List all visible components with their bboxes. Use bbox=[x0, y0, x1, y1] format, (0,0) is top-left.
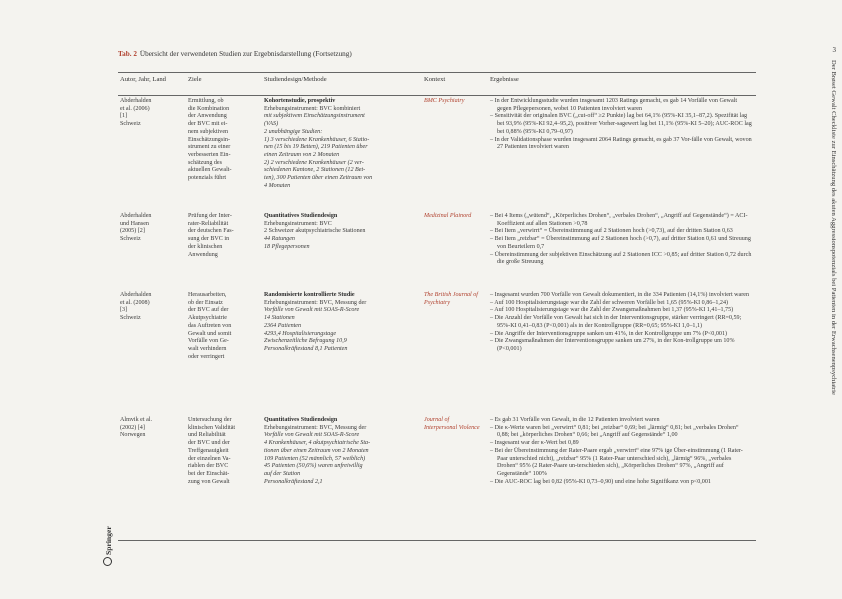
result-item bbox=[490, 113, 752, 136]
result-text: Bei 4 Items („wütend“, „Körperliches Drohen“, „verbales Drohen“, „Angriff auf Gegenstände“) = ACI-Koeffizient auf allen Stationen >0,78 bbox=[494, 213, 748, 227]
design-line: Erhebungsinstrument: BVC bbox=[264, 220, 332, 227]
cell-author bbox=[120, 213, 180, 244]
bullet-dash: – bbox=[490, 113, 495, 120]
aim-line: der BVC und der bbox=[188, 440, 230, 447]
design-line: einen Zeitraum von 2 Monaten bbox=[264, 151, 340, 158]
result-item bbox=[490, 213, 752, 228]
publisher-name: Springer bbox=[104, 526, 113, 555]
running-title bbox=[827, 60, 837, 540]
design-line: Vorfälle von Gewalt mit SOAS-R-Score bbox=[264, 307, 360, 314]
cell-results bbox=[490, 417, 752, 486]
design-line: 4293,4 Hospitalisierungstage bbox=[264, 330, 337, 337]
aim-line: klinischen Validität bbox=[188, 424, 236, 431]
result-text: Insgesamt war der κ-Wert bei 0,89 bbox=[494, 440, 579, 447]
author-line: et al. (2006) bbox=[120, 105, 150, 112]
bullet-dash: – bbox=[490, 307, 495, 314]
cell-results bbox=[490, 98, 752, 152]
bullet-dash: – bbox=[490, 236, 495, 243]
header-context: Kontext bbox=[424, 76, 446, 83]
aim-line: der einzelnen Va- bbox=[188, 455, 231, 462]
cell-results bbox=[490, 292, 752, 354]
aim-line: der Anwendung bbox=[188, 113, 227, 120]
table-header-rule bbox=[118, 95, 756, 96]
aim-line: Einschätzungsin- bbox=[188, 136, 230, 143]
aim-line: potenzials führt bbox=[188, 175, 227, 182]
result-item bbox=[490, 98, 752, 113]
result-text: Die AUC-ROC lag bei 0,82 (95%-KI 0,73–0,90) und eine hohe Signifikanz von p<0,001 bbox=[494, 478, 711, 485]
author-line: Abderhalden bbox=[120, 213, 152, 219]
header-design: Studiendesign/Methode bbox=[264, 76, 327, 83]
aim-line: Treffgenauigkeit bbox=[188, 447, 229, 454]
cell-context: The British Journal of Psychiatry bbox=[424, 292, 478, 306]
page-number: 3 bbox=[832, 46, 836, 54]
bullet-dash: – bbox=[490, 299, 495, 306]
design-line: mit subjektivem Einschätzungsinstrument bbox=[264, 113, 365, 120]
result-item bbox=[490, 478, 752, 487]
cell-aim bbox=[188, 292, 258, 361]
cell-context: Journal of Interpersonal Violence bbox=[424, 417, 480, 431]
aim-line: Ermittlung, ob bbox=[188, 98, 224, 104]
design-line: Erhebungsinstrument: BVC kombiniert bbox=[264, 105, 361, 112]
design-heading: Kohortenstudie, prospektiv bbox=[264, 98, 336, 104]
design-line: 2) 2 verschiedene Krankenhäuser (2 ver- bbox=[264, 159, 364, 166]
result-text: In der Validationsphase wurden insgesamt 2064 Ratings gemacht, es gab 37 Vor-fälle von Gewalt, wovon 27 Patienten involviert waren bbox=[494, 136, 752, 151]
bullet-dash: – bbox=[490, 330, 495, 337]
author-line: Norwegen bbox=[120, 432, 146, 439]
springer-horse-icon bbox=[103, 557, 112, 566]
aim-line: der klinischen bbox=[188, 243, 223, 250]
bullet-dash: – bbox=[490, 417, 495, 423]
aim-line: rater-Reliabilität bbox=[188, 220, 229, 227]
design-line: Zwischenzeitliche Befragung 10,9 bbox=[264, 338, 347, 345]
aim-line: strument zu einer bbox=[188, 144, 231, 151]
result-item bbox=[490, 447, 752, 479]
cell-design bbox=[264, 292, 420, 354]
aim-line: Gewalt und somit bbox=[188, 330, 232, 337]
design-line: 1) 3 verschiedene Krankenhäuser, 6 Statio- bbox=[264, 136, 370, 143]
cell-design bbox=[264, 417, 420, 486]
result-text: Es gab 31 Vorfälle von Gewalt, in die 12 Patienten involviert waren bbox=[494, 417, 660, 423]
result-item bbox=[490, 136, 752, 152]
aim-line: bei der Einschät- bbox=[188, 470, 230, 477]
design-line: 4 Monaten bbox=[264, 182, 291, 189]
design-line: Erhebungsinstrument: BVC, Messung der bbox=[264, 424, 367, 431]
author-line: und Hansen bbox=[120, 220, 149, 227]
cell-aim bbox=[188, 417, 258, 486]
design-line: auf der Station bbox=[264, 470, 301, 477]
header-results: Ergebnisse bbox=[490, 76, 519, 83]
result-text: Auf 100 Hospitalisierungstage war die Zahl der schweren Vorfälle bei 1,65 (95%-KI 0,86–1,24) bbox=[494, 299, 729, 306]
bullet-dash: – bbox=[490, 292, 495, 298]
result-text: Bei der Übereinstimmung der Rater-Paare ergab „verwirrt“ eine 97% ige Über-einstimmung (1 Rater-Paar unterschied nicht), „reizbar“ 95% (1 Rater-Paar unterschied sich), „lärmig“ 96%, „verbales Drohen“ 95% (2 Rater-Paare un-terschieden sich), „Körperliches Drohen“ 97%, „Angriff auf Gegenstände“ 100% bbox=[494, 447, 743, 477]
cell-author bbox=[120, 292, 180, 323]
aim-line: Anwendung bbox=[188, 251, 218, 258]
design-line: 2364 Patienten bbox=[264, 322, 302, 329]
bullet-dash: – bbox=[490, 136, 495, 143]
author-line: [3] bbox=[120, 307, 128, 314]
aim-line: der deutschen Fas- bbox=[188, 228, 234, 235]
table-bottom-rule bbox=[118, 540, 756, 541]
bullet-dash: – bbox=[490, 338, 495, 345]
result-item bbox=[490, 417, 752, 425]
cell-context: Medizinal Plainord bbox=[424, 213, 472, 219]
result-text: Die κ-Werte waren bei „verwirrt“ 0,81; bei „reizbar“ 0,69; bei „lärmig“ 0,81; bei „verbales Drohen“ 0,88; bei „körperliches Drohen“ 0,66; bei „Angriff auf Gegenstände“ 1,00 bbox=[494, 424, 739, 439]
author-line: et al. (2008) bbox=[120, 299, 150, 306]
aim-line: und Reliabilität bbox=[188, 432, 226, 439]
table-caption bbox=[118, 50, 352, 58]
design-line: 45 Patienten (50,6%) waren unfreiwillig bbox=[264, 463, 363, 470]
result-text: Bei Item „verwirrt“ = Übereinstimmung auf 2 Stationen hoch (>0,73), auf der dritten Station 0,63 bbox=[494, 228, 733, 235]
cell-context: BMC Psychiatry bbox=[424, 98, 465, 104]
author-line: Schweiz bbox=[120, 121, 141, 128]
aim-line: Herausarbeiten, bbox=[188, 292, 227, 298]
table-top-rule bbox=[118, 72, 756, 73]
design-line: schiedenen Kantone, 2 Stationen (12 Bet- bbox=[264, 167, 366, 174]
design-line: 14 Stationen bbox=[264, 315, 295, 322]
author-line: Almvik et al. bbox=[120, 417, 152, 423]
bullet-dash: – bbox=[490, 315, 495, 322]
bullet-dash: – bbox=[490, 228, 495, 235]
author-line: Schweiz bbox=[120, 236, 141, 243]
design-line: 2 unabhängige Studien: bbox=[264, 128, 323, 135]
bullet-dash: – bbox=[490, 447, 495, 454]
aim-line: aktuellen Gewalt- bbox=[188, 167, 232, 174]
cell-aim bbox=[188, 98, 258, 183]
aim-line: zung von Gewalt bbox=[188, 478, 230, 485]
design-heading: Randomisierte kontrollierte Studie bbox=[264, 292, 355, 298]
design-line: Vorfälle von Gewalt mit SOAS-R-Score bbox=[264, 432, 360, 439]
result-item bbox=[490, 315, 752, 330]
cell-author bbox=[120, 417, 180, 440]
design-line: tionen über einen Zeitraum von 2 Monaten bbox=[264, 447, 369, 454]
cell-results bbox=[490, 213, 752, 267]
table-label: Tab. 2 bbox=[118, 50, 137, 58]
design-line: Personalkräftestand 2,1 bbox=[264, 478, 323, 485]
design-line: 18 Pflegepersonen bbox=[264, 243, 310, 250]
bullet-dash: – bbox=[490, 213, 495, 219]
aim-line: schätzung des bbox=[188, 159, 223, 166]
result-text: In der Entwicklungsstudie wurden insgesamt 1203 Ratings gemacht, es gab 14 Vorfälle von Gewalt gegen Pflegepersonen, wobei 10 Patienten involviert waren bbox=[494, 98, 738, 112]
result-item bbox=[490, 338, 752, 353]
author-line: Schweiz bbox=[120, 315, 141, 322]
bullet-dash: – bbox=[490, 424, 495, 431]
bullet-dash: – bbox=[490, 478, 495, 485]
aim-line: der BVC auf der bbox=[188, 307, 229, 314]
result-item bbox=[490, 440, 752, 448]
publisher-logo bbox=[103, 496, 113, 566]
result-text: Insgesamt wurden 700 Vorfälle von Gewalt dokumentiert, in die 334 Patienten (14,1%) involviert waren bbox=[494, 292, 750, 298]
result-item bbox=[490, 292, 752, 300]
author-line: (2002) [4] bbox=[120, 424, 145, 431]
aim-line: sung der BVC in bbox=[188, 236, 230, 243]
aim-line: der BVC mit ei- bbox=[188, 121, 228, 128]
aim-line: das Auftreten von bbox=[188, 322, 232, 329]
aim-line: die Kombination bbox=[188, 105, 230, 112]
result-text: Sensitivität der originalen BVC („cut-off“ ≥2 Punkte) lag bei 64,1% (95%-KI 35,1–87,2). Spezifität lag bei 93,9% (95%-KI 92,4–95,2), positiver Vorher-sagewert lag bei 11,1% (95%-KI 5–20); AUC-ROC lag bei 0,88% (95%-KI 0,79–0,97) bbox=[494, 113, 752, 135]
design-line: nen (15 bis 19 Betten), 219 Patienten über bbox=[264, 144, 368, 151]
aim-line: nem subjektiven bbox=[188, 128, 229, 135]
result-item bbox=[490, 236, 752, 251]
result-text: Die Anzahl der Vorfälle von Gewalt hat sich in der Interventionsgruppe, stärker verringert (RR=0,59; 95%-KI 0,41–0,83 (P<0,001) als in der Kontrollgruppe (RR=0,65; 95%-KI 1,0–1,1) bbox=[494, 315, 742, 329]
design-line: (VAS) bbox=[264, 121, 279, 128]
cell-aim bbox=[188, 213, 258, 259]
aim-line: Vorfälle von Ge- bbox=[188, 338, 229, 345]
author-line: Abderhalden bbox=[120, 292, 152, 298]
result-item bbox=[490, 251, 752, 267]
result-item bbox=[490, 228, 752, 236]
result-item bbox=[490, 424, 752, 440]
result-text: Die Zwangsmaßnahmen der Interventionsgruppe sanken um 27%, in der Kon-trollgruppe um 10% (P<0,001) bbox=[494, 338, 735, 352]
aim-line: verbesserten Ein- bbox=[188, 151, 231, 158]
aim-line: Akutpsychiatrie bbox=[188, 315, 227, 322]
running-title-text: Der Brøset Gewalt Checkliste zur Einschätzung des akuten Aggressionspotenzials bei Patienten in der Erwachsenenpsychiatrie bbox=[830, 60, 837, 395]
design-line: Erhebungsinstrument: BVC, Messung der bbox=[264, 299, 367, 306]
cell-design bbox=[264, 213, 420, 252]
result-text: Die Angriffe der Interventionsgruppe sanken um 41%, in der Kontrollgruppe um 7% (P<0,001) bbox=[494, 330, 728, 337]
design-line: ten), 300 Patienten über einen Zeitraum von bbox=[264, 175, 373, 182]
design-line: 2 Schweizer akutpsychiatrische Stationen bbox=[264, 228, 366, 235]
result-item bbox=[490, 307, 752, 315]
design-line: 44 Ratungen bbox=[264, 236, 295, 243]
author-line: Abderhalden bbox=[120, 98, 152, 104]
author-line: [1] bbox=[120, 113, 128, 120]
result-text: Bei Item „reizbar“ = Übereinstimmung auf 2 Stationen hoch (>0,7), auf dritter Station 0,61 und Streuung von Beurteilern 0,7 bbox=[494, 236, 751, 250]
cell-author bbox=[120, 98, 180, 129]
aim-line: riablen der BVC bbox=[188, 463, 229, 470]
aim-line: walt verhindern bbox=[188, 345, 227, 352]
bullet-dash: – bbox=[490, 440, 495, 447]
header-aim: Ziele bbox=[188, 76, 202, 83]
bullet-dash: – bbox=[490, 98, 495, 104]
design-line: 4 Krankenhäuser, 4 akutpsychiatrische Sta- bbox=[264, 440, 371, 447]
author-line: (2005) [2] bbox=[120, 228, 145, 235]
aim-line: oder verringert bbox=[188, 353, 225, 360]
result-text: Auf 100 Hospitalisierungstage war die Zahl der Zwangsmaßnahmen bei 1,37 (95%-KI 1,41–1,75) bbox=[494, 307, 734, 314]
design-heading: Quantitatives Studiendesign bbox=[264, 213, 338, 219]
result-text: Übereinstimmung der subjektiven Einschätzung auf 2 Stationen ICC >0,85; auf dritter Station 0,72 durch die große Streuung bbox=[494, 251, 752, 266]
aim-line: ob der Einsatz bbox=[188, 299, 223, 306]
table-title: Übersicht der verwendeten Studien zur Ergebnisdarstellung (Fortsetzung) bbox=[139, 50, 352, 58]
design-line: 109 Patienten (52 männlich, 57 weiblich) bbox=[264, 455, 366, 462]
header-author: Autor, Jahr, Land bbox=[120, 76, 166, 83]
design-line: Personalkräftestand 8,1 Patienten bbox=[264, 345, 348, 352]
bullet-dash: – bbox=[490, 251, 495, 258]
aim-line: Untersuchung der bbox=[188, 417, 232, 423]
design-heading: Quantitatives Studiendesign bbox=[264, 417, 338, 423]
cell-design bbox=[264, 98, 420, 190]
aim-line: Prüfung der Inter- bbox=[188, 213, 232, 219]
